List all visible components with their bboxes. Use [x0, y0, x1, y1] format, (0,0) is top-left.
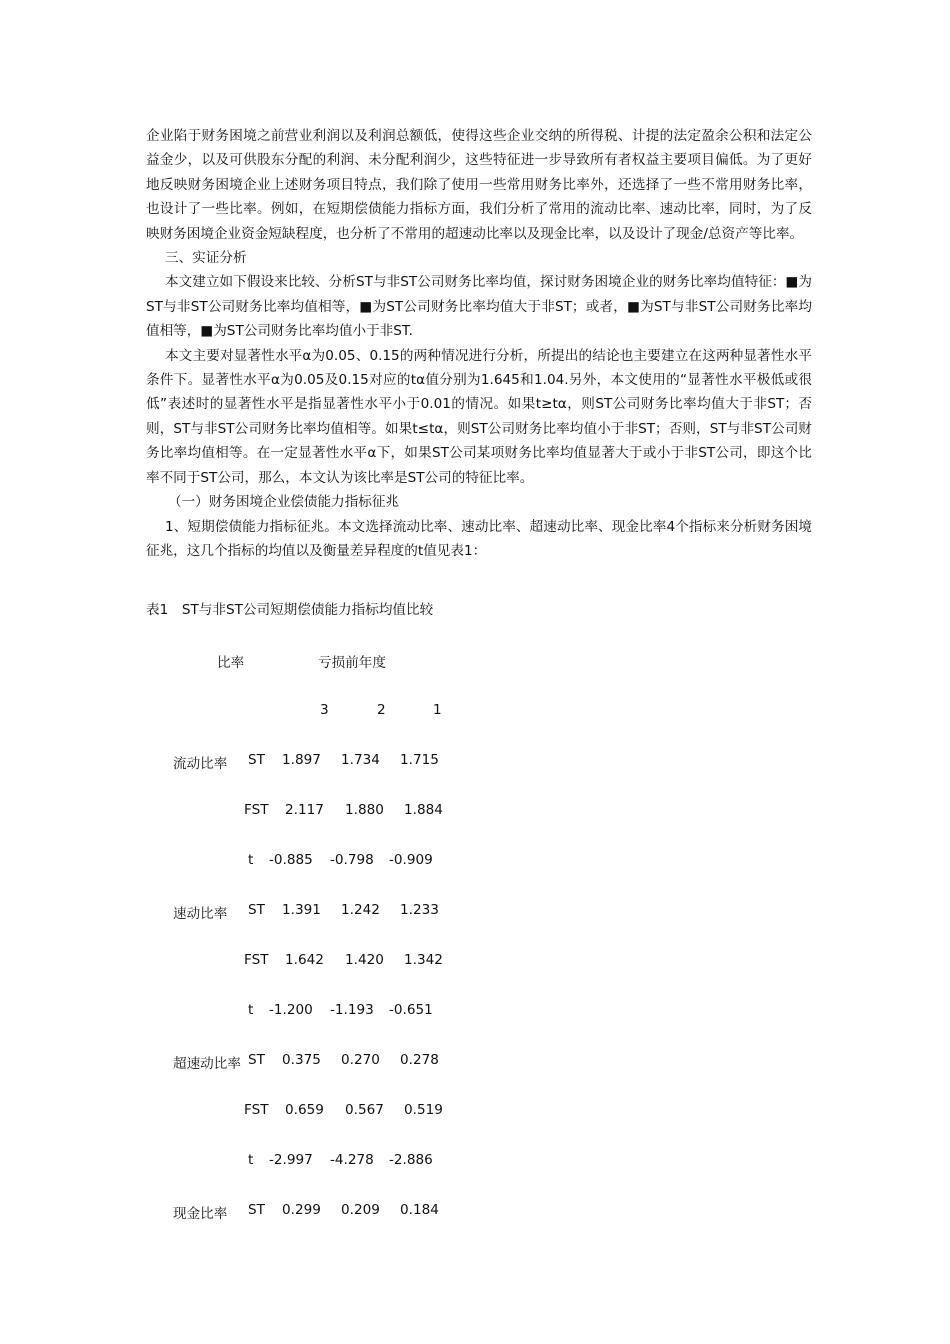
paragraph-4: 1、短期偿债能力指标征兆。本文选择流动比率、速动比率、超速动比率、现金比率4个指标来分析财务困境征兆，这几个指标的均值以及衡量差异程度的t值见表1： — [146, 518, 812, 559]
table-cell: 0.278 — [400, 1052, 439, 1068]
table-cell: 1.897 — [282, 752, 321, 768]
row-ratio-label: 流动比率 — [173, 756, 228, 772]
row-type-label: FST — [244, 1102, 269, 1118]
row-ratio-label: 现金比率 — [173, 1206, 228, 1222]
row-type-label: ST — [248, 1052, 265, 1068]
row-type-label: t — [248, 852, 254, 868]
table-cell: 0.299 — [282, 1202, 321, 1218]
body-text — [146, 124, 812, 563]
table-cell: 0.209 — [341, 1202, 380, 1218]
table-cell: 0.567 — [345, 1102, 384, 1118]
table-cell: 1.734 — [341, 752, 380, 768]
header-period: 亏损前年度 — [318, 655, 386, 671]
paragraph-2: 本文建立如下假设来比较、分析ST与非ST公司财务比率均值，探讨财务困境企业的财务比率均值特征：■为ST与非ST公司财务比率均值相等，■为ST公司财务比率均值大于非ST；或者，■为ST与非ST公司财务比率均值相等，■为ST公司财务比率均值小于非ST. — [146, 274, 812, 340]
row-type-label: FST — [244, 952, 269, 968]
table-cell: 0.659 — [285, 1102, 324, 1118]
table-cell: 1.884 — [404, 802, 443, 818]
row-type-label: t — [248, 1152, 254, 1168]
table-cell: -4.278 — [330, 1152, 374, 1168]
row-type-label: FST — [244, 802, 269, 818]
header-ratio: 比率 — [217, 655, 245, 671]
row-ratio-label: 速动比率 — [173, 906, 228, 922]
table-cell: -2.997 — [269, 1152, 313, 1168]
table-cell: 1.420 — [345, 952, 384, 968]
header-year: 3 — [320, 702, 329, 718]
table-cell: -0.651 — [389, 1002, 433, 1018]
table-cell: 1.342 — [404, 952, 443, 968]
table-caption: 表1 ST与非ST公司短期偿债能力指标均值比较 — [146, 602, 434, 618]
table-cell: 1.880 — [345, 802, 384, 818]
section-heading-3: 三、实证分析 — [165, 250, 247, 267]
table-cell: 0.270 — [341, 1052, 380, 1068]
table-cell: 2.117 — [285, 802, 324, 818]
table-cell: 1.642 — [285, 952, 324, 968]
subsection-heading: （一）财务困境企业偿债能力指标征兆 — [168, 494, 400, 511]
row-type-label: ST — [248, 902, 265, 918]
paragraph-3: 本文主要对显著性水平α为0.05、0.15的两种情况进行分析，所提出的结论也主要建立在这两种显著性水平条件下。显著性水平α为0.05及0.15对应的tα值分别为1.645和1.04.另外，本文使用的“显著性水平极低或很低”表述时的显著性水平是指显著性水平小于0.01的情况。如果t≥tα，则ST公司财务比率均值大于非ST；否则，ST与非ST公司财务比率均值相等。如果t≤tα，则ST公司财务比率均值小于非ST；否则，ST与非ST公司财务比率均值相等。在一定显著性水平α下，如果ST公司某项财务比率均值显著大于或小于非ST公司，即这个比率不同于ST公司，那么，本文认为该比率是ST公司的特征比率。 — [146, 347, 812, 486]
table-cell: -1.193 — [330, 1002, 374, 1018]
row-type-label: ST — [248, 1202, 265, 1218]
table-cell: -2.886 — [389, 1152, 433, 1168]
table-cell: -0.885 — [269, 852, 313, 868]
header-year: 1 — [433, 702, 442, 718]
row-ratio-label: 超速动比率 — [173, 1056, 241, 1072]
table-cell: 1.242 — [341, 902, 380, 918]
table-cell: 1.391 — [282, 902, 321, 918]
header-year: 2 — [377, 702, 386, 718]
row-type-label: ST — [248, 752, 265, 768]
table-cell: -0.909 — [389, 852, 433, 868]
table-cell: 1.233 — [400, 902, 439, 918]
table-cell: 0.184 — [400, 1202, 439, 1218]
row-type-label: t — [248, 1002, 254, 1018]
paragraph-1: 企业陷于财务困境之前营业利润以及利润总额低，使得这些企业交纳的所得税、计提的法定盈余公积和法定公益金少，以及可供股东分配的利润、未分配利润少，这些特征进一步导致所有者权益主要项目偏低。为了更好地反映财务困境企业上述财务项目特点，我们除了使用一些常用财务比率外，还选择了一些不常用财务比率，也设计了一些比率。例如，在短期偿债能力指标方面，我们分析了常用的流动比率、速动比率，同时，为了反映财务困境企业资金短缺程度，也分析了不常用的超速动比率以及现金比率，以及设计了现金/总资产等比率。 — [146, 128, 812, 242]
table-cell: -1.200 — [269, 1002, 313, 1018]
table-cell: 1.715 — [400, 752, 439, 768]
table-cell: 0.375 — [282, 1052, 321, 1068]
table-cell: 0.519 — [404, 1102, 443, 1118]
table-cell: -0.798 — [330, 852, 374, 868]
